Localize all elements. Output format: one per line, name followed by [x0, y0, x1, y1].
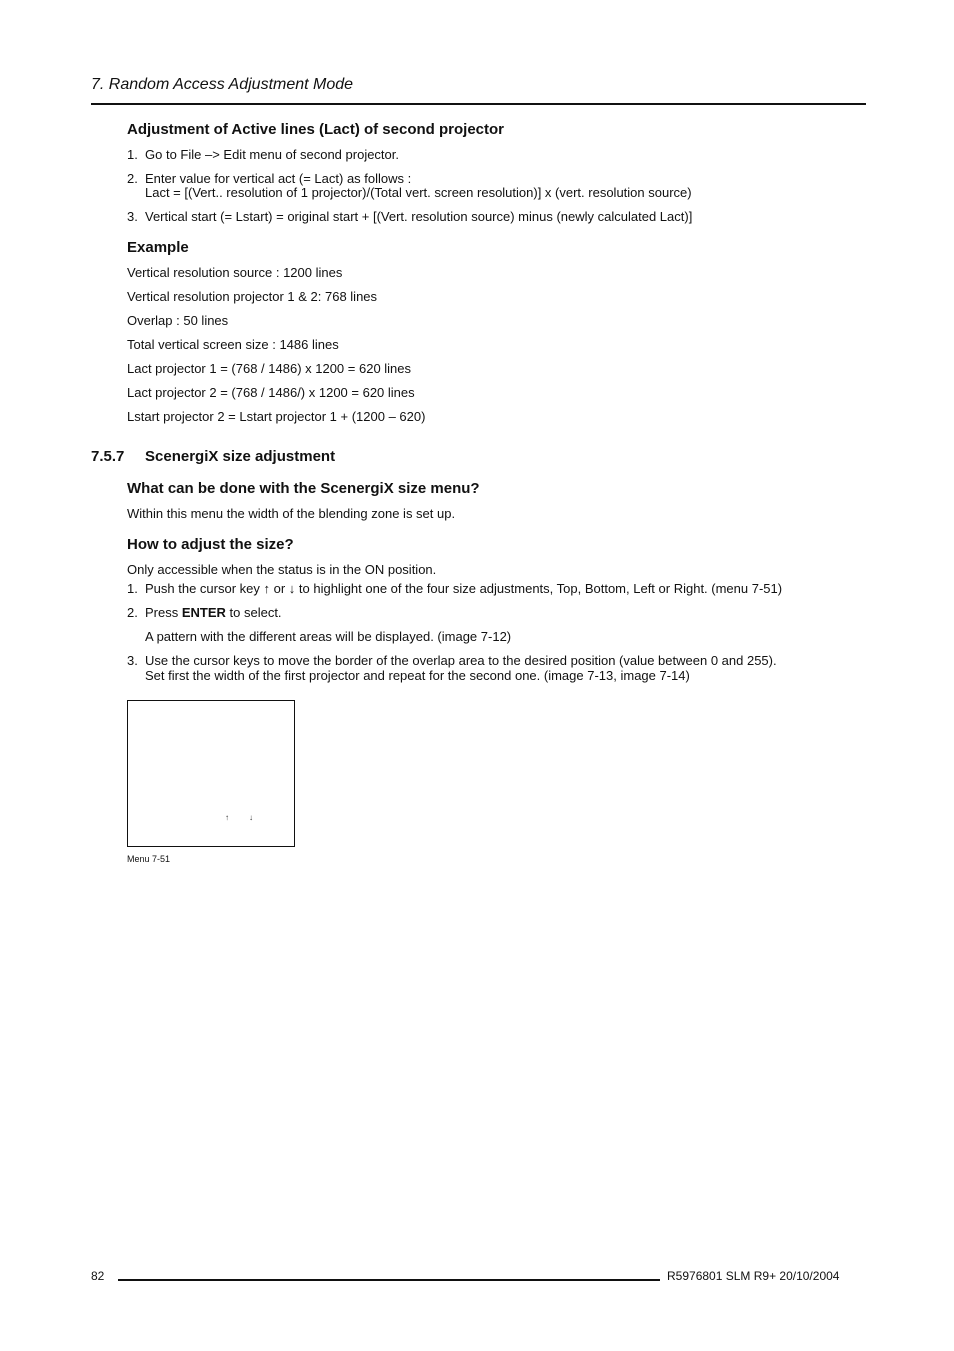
- example-line-5: Lact projector 1 = (768 / 1486) x 1200 = 620 lines: [127, 361, 412, 376]
- how-step-2-text: [145, 605, 282, 620]
- footer-rule: [118, 1279, 660, 1281]
- document-reference: R5976801 SLM R9+ 20/10/2004: [667, 1269, 840, 1283]
- section-title: ScenergiX size adjustment: [145, 448, 336, 465]
- how-step-2-post: to select.: [225, 605, 282, 620]
- example-line-2: Vertical resolution projector 1 & 2: 768 lines: [127, 289, 378, 304]
- lact-step-3-text: Vertical start (= Lstart) = original start + [(Vert. resolution source) minus (newly calculated Lact)]: [145, 209, 693, 224]
- how-step-3-line-1: Use the cursor keys to move the border of the overlap area to the desired position (value between 0 and 255).: [145, 653, 777, 668]
- header-rule: [91, 103, 866, 105]
- example-line-1: Vertical resolution source : 1200 lines: [127, 265, 343, 280]
- how-step-3-num: 3.: [127, 653, 138, 668]
- example-line-7: Lstart projector 2 = Lstart projector 1 + (1200 – 620): [127, 409, 426, 424]
- menu-7-51-figure: [127, 700, 295, 847]
- what-heading: What can be done with the ScenergiX size menu?: [127, 480, 480, 497]
- lact-step-2-num: 2.: [127, 171, 138, 186]
- how-step-2-note: A pattern with the different areas will be displayed. (image 7-12): [145, 629, 512, 644]
- lact-step-2-line-1: Enter value for vertical act (= Lact) as follows :: [145, 171, 412, 186]
- example-line-3: Overlap : 50 lines: [127, 313, 229, 328]
- how-heading: How to adjust the size?: [127, 536, 294, 553]
- example-line-6: Lact projector 2 = (768 / 1486/) x 1200 = 620 lines: [127, 385, 415, 400]
- page-number: 82: [91, 1269, 105, 1283]
- enter-key-label: ENTER: [181, 605, 226, 620]
- lact-step-3-num: 3.: [127, 209, 138, 224]
- how-intro: Only accessible when the status is in the ON position.: [127, 562, 437, 577]
- how-step-2-num: 2.: [127, 605, 138, 620]
- section-number: 7.5.7: [91, 448, 125, 465]
- lact-step-1-num: 1.: [127, 147, 138, 162]
- up-arrow-icon: ↑: [225, 813, 229, 822]
- menu-caption: Menu 7-51: [127, 854, 171, 864]
- example-line-4: Total vertical screen size : 1486 lines: [127, 337, 339, 352]
- lact-heading: Adjustment of Active lines (Lact) of second projector: [127, 121, 504, 138]
- what-text: Within this menu the width of the blending zone is set up.: [127, 506, 456, 521]
- chapter-header: 7. Random Access Adjustment Mode: [91, 76, 354, 93]
- lact-step-2-line-2: Lact = [(Vert.. resolution of 1 projector)/(Total vert. screen resolution)] x (vert. resolution source): [145, 185, 692, 200]
- how-step-3-line-2: Set first the width of the first projector and repeat for the second one. (image 7-13, image 7-14): [145, 668, 690, 683]
- lact-step-1-text: Go to File –> Edit menu of second projector.: [145, 147, 400, 162]
- how-step-1-text: Push the cursor key ↑ or ↓ to highlight one of the four size adjustments, Top, Bottom, Left or Right. (menu 7-51): [145, 581, 783, 596]
- how-step-1-num: 1.: [127, 581, 138, 596]
- how-step-2-pre: Press: [145, 605, 182, 620]
- example-heading: Example: [127, 239, 189, 256]
- down-arrow-icon: ↓: [249, 813, 253, 822]
